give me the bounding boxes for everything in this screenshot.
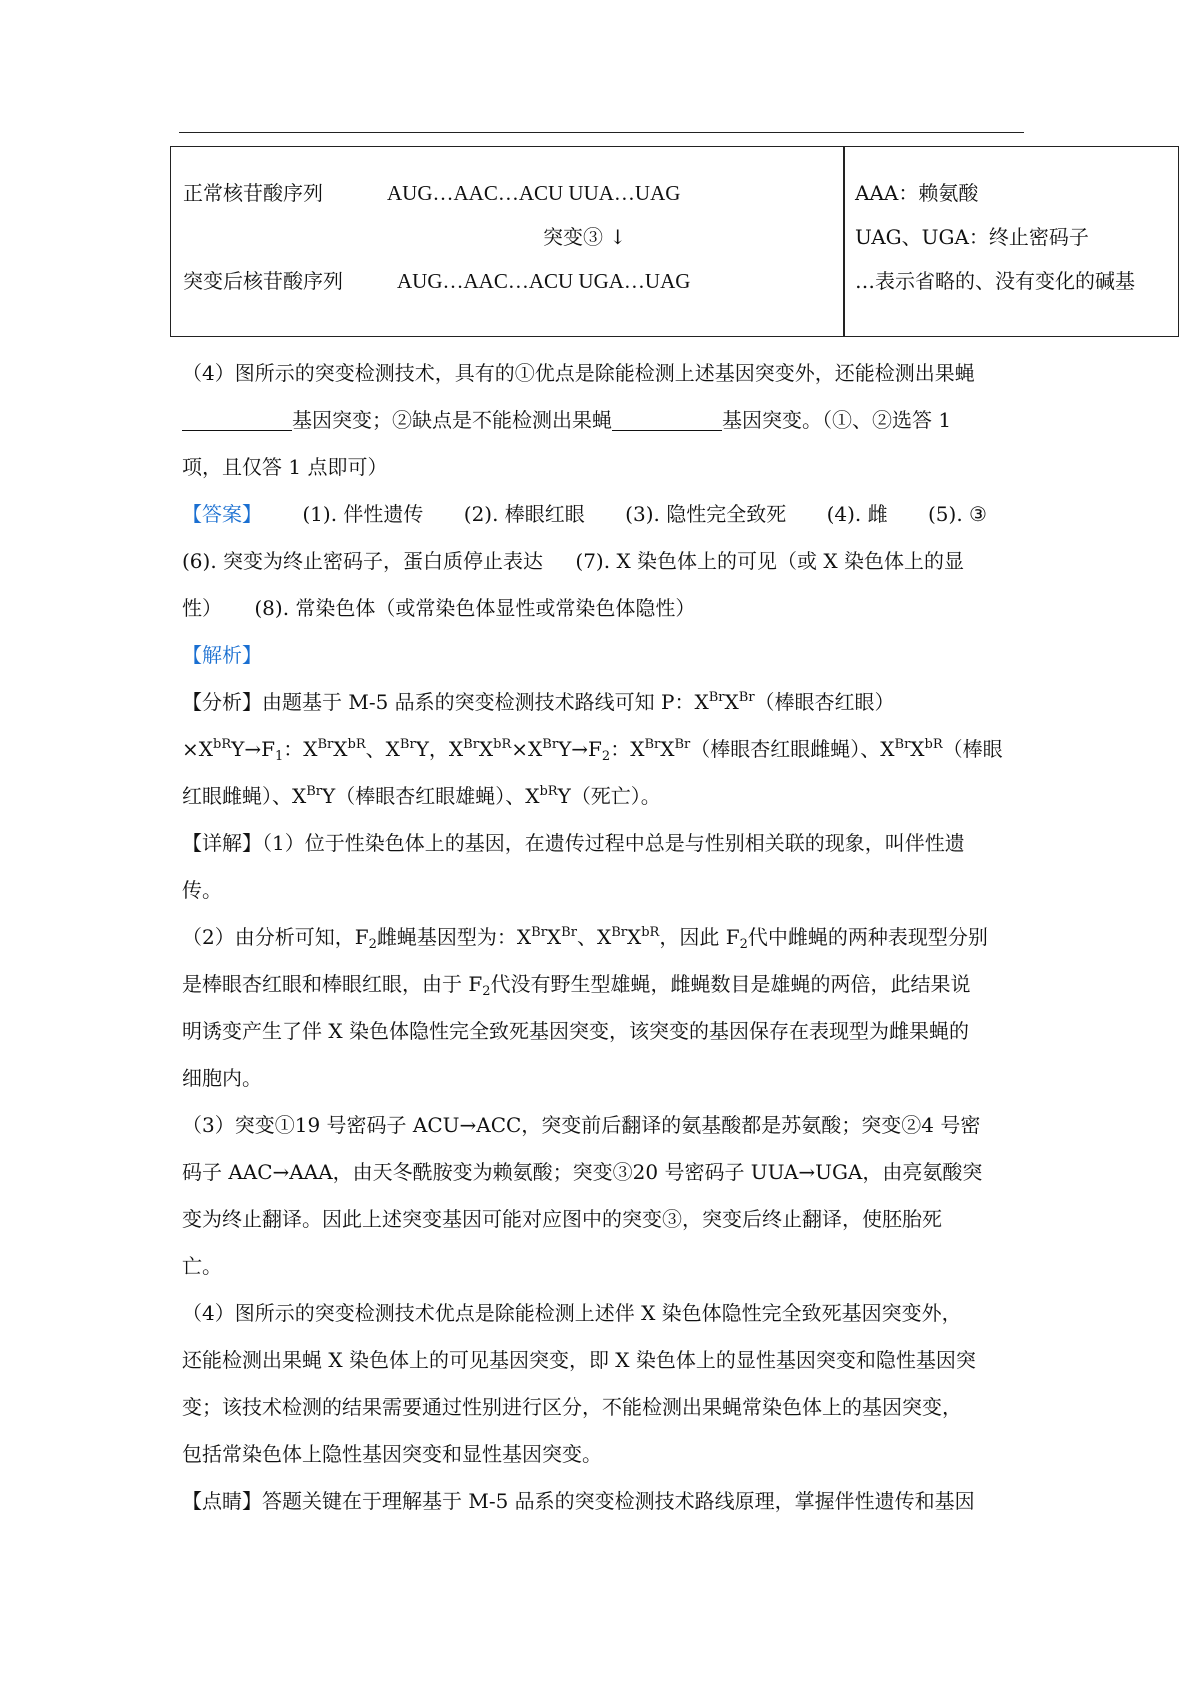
- mutation-arrow-label: 突变③ ↓: [543, 225, 627, 249]
- answer-blank-2: [612, 412, 722, 431]
- answer-6: (6). 突变为终止密码子，蛋白质停止表达: [182, 549, 544, 573]
- dianjing-tag: 【点睛】: [182, 1489, 262, 1513]
- normal-seq: AUG…AAC…ACU UUA…UAG: [387, 181, 681, 205]
- normal-seq-label: 正常核苷酸序列: [183, 181, 323, 205]
- analysis-tag: 【解析】: [182, 643, 262, 667]
- answer-3: (3). 隐性完全致死: [625, 502, 787, 526]
- legend-ellipsis: …表示省略的、没有变化的碱基: [855, 269, 1135, 293]
- answer-section: [182, 491, 1022, 632]
- mutant-seq-label: 突变后核苷酸序列: [183, 269, 343, 293]
- question-4: （4）图所示的突变检测技术，具有的①优点是除能检测上述基因突变外，还能检测出果蝇 基因突变；②缺点是不能检测出果蝇 基因突变。（①、②选答 1 项，且仅答 1 点即可）: [182, 361, 975, 479]
- answer-2: (2). 棒眼红眼: [463, 502, 585, 526]
- detail-paragraph-4: （4）图所示的突变检测技术优点是除能检测上述伴 X 染色体隐性完全致死基因突变外， 还能检测出果蝇 X 染色体上的可见基因突变，即 X 染色体上的显性基因突变和隐性基因突 变；该技术检测的结果需要通过性别进行区分，不能检测出果蝇常染色体上的基因突变， 包括常染色体上隐性基因突变和显性基因突变。: [182, 1301, 976, 1466]
- answer-7-cont: 性）: [182, 596, 222, 620]
- mutant-seq: AUG…AAC…ACU UGA…UAG: [397, 269, 691, 293]
- answer-5: (5). ③: [927, 502, 987, 526]
- detail-paragraph-1: 【详解】（1）位于性染色体上的基因，在遗传过程中总是与性别相关联的现象，叫伴性遗 传。: [182, 831, 965, 902]
- legend-aaa: AAA：赖氨酸: [855, 181, 979, 205]
- sequence-table: [170, 146, 1179, 337]
- analysis-subtag: 【分析】: [182, 690, 262, 714]
- answer-blank-1: [182, 412, 292, 431]
- document-body: [182, 350, 1022, 1525]
- answer-4: (4). 雌: [826, 502, 888, 526]
- legend-stop-codons: UAG、UGA：终止密码子: [855, 225, 1089, 249]
- table-divider: [843, 147, 845, 336]
- detail-paragraph-2: （2）由分析可知，$F_2$雌蝇基因型为：$X^{Br}X^{Br}$、$X^{Br}X^{bR}$，因此 $F_2$代中雌蝇的两种表现型分别 是棒眼杏红眼和棒眼红眼，由于 $F_2$代没有野生型雄蝇，雌蝇数目是雄蝇的两倍，此结果说 明诱变产生了伴 X 染色体隐性完全致死基因突变，该突变的基因保存在表现型为雌果蝇的 细胞内。: [182, 925, 988, 1090]
- analysis-paragraph: 【分析】由题基于 M-5 品系的突变检测技术路线可知 P：$X^{Br}X^{Br}$（棒眼杏红眼） $\times X^{bR}Y\to F_1$：$X^{Br}X^{bR}$、$X^{Br}Y$，$X^{Br}X^{bR}\times X^{Br}Y\to F_2$：$X^{Br}X^{Br}$（棒眼杏红眼雌蝇）、$X^{Br}X^{bR}$（棒眼 红眼雌蝇）、$X^{Br}Y$（棒眼杏红眼雄蝇）、$X^{bR}Y$（死亡）。: [182, 690, 1003, 808]
- header-rule: [179, 132, 1024, 133]
- answer-7: (7). X 染色体上的可见（或 X 染色体上的显: [575, 549, 964, 573]
- dianjing-paragraph: 【点睛】答题关键在于理解基于 M-5 品系的突变检测技术路线原理，掌握伴性遗传和基因: [182, 1489, 975, 1513]
- detail-paragraph-3: （3）突变①19 号密码子 ACU→ACC，突变前后翻译的氨基酸都是苏氨酸；突变②4 号密 码子 AAC→AAA，由天冬酰胺变为赖氨酸；突变③20 号密码子 UUA→UGA，由亮氨酸突 变为终止翻译。因此上述突变基因可能对应图中的突变③，突变后终止翻译，使胚胎死 亡。: [182, 1113, 983, 1278]
- detail-tag: 【详解】: [182, 831, 262, 855]
- answer-1: (1). 伴性遗传: [302, 502, 424, 526]
- answer-8: (8). 常染色体（或常染色体显性或常染色体隐性）: [254, 596, 696, 620]
- answer-tag: 【答案】: [182, 502, 262, 526]
